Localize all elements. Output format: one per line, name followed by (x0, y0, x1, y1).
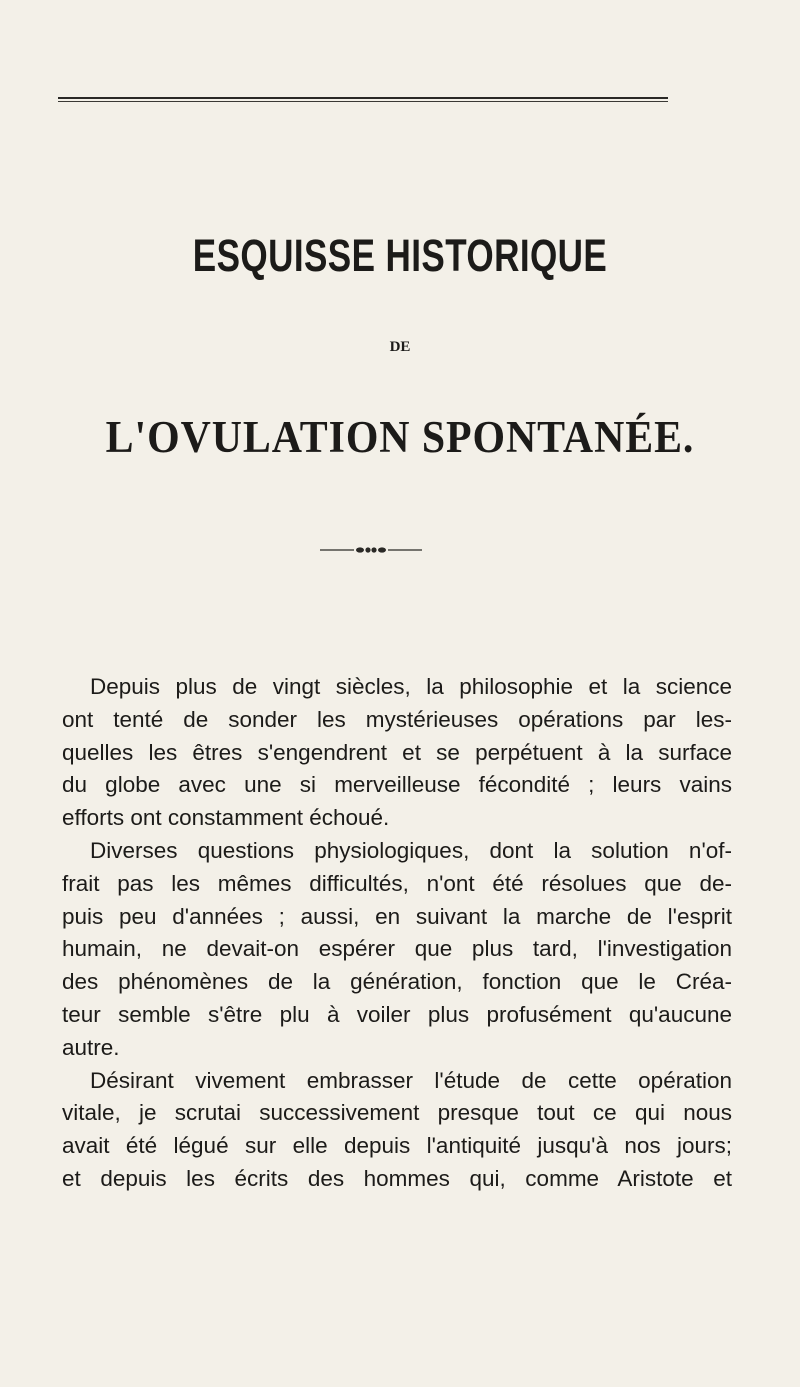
text-line: Diverses questions physiologiques, dont la solution n'of- (90, 837, 732, 863)
title-connector: DE (389, 339, 411, 355)
text-line: quelles les êtres s'engendrent et se perpétuent à la surface (62, 739, 732, 765)
text-line: avait été légué sur elle depuis l'antiquité jusqu'à nos jours; (62, 1133, 732, 1159)
text-line: efforts ont constamment échoué. (62, 805, 390, 831)
text-line: frait pas les mêmes difficultés, n'ont été résolues que de- (62, 870, 732, 896)
text-line: vitale, je scrutai successivement presque tout ce qui nous (62, 1100, 732, 1126)
paragraph-1 (62, 671, 732, 835)
page-title: ESQUISSE HISTORIQUE (192, 230, 608, 281)
text-line: teur semble s'être plu à voiler plus profusément qu'aucune (62, 1001, 732, 1027)
paragraph-2 (62, 835, 732, 1065)
page-subtitle: L'OVULATION SPONTANÉE. (105, 412, 695, 462)
text-line: humain, ne devait-on espérer que plus tard, l'investigation (62, 936, 732, 962)
top-rule-thin (58, 101, 668, 102)
text-line: du globe avec une si merveilleuse fécondité ; leurs vains (62, 772, 732, 798)
top-rule-thick (58, 97, 668, 99)
paragraph-3 (62, 1065, 732, 1196)
text-line: et depuis les écrits des hommes qui, comme Aristote et (62, 1165, 732, 1191)
body-text (62, 671, 732, 1196)
text-line: des phénomènes de la génération, fonction que le Créa- (62, 969, 732, 995)
text-line: Depuis plus de vingt siècles, la philosophie et la science (90, 674, 732, 699)
text-line: puis peu d'années ; aussi, en suivant la marche de l'esprit (62, 903, 732, 929)
text-line: autre. (62, 1034, 120, 1060)
ornamental-divider-icon (318, 545, 424, 555)
text-line: Désirant vivement embrasser l'étude de cette opération (90, 1067, 732, 1093)
text-line: ont tenté de sonder les mystérieuses opérations par les- (62, 706, 732, 732)
top-double-rule (58, 97, 668, 103)
